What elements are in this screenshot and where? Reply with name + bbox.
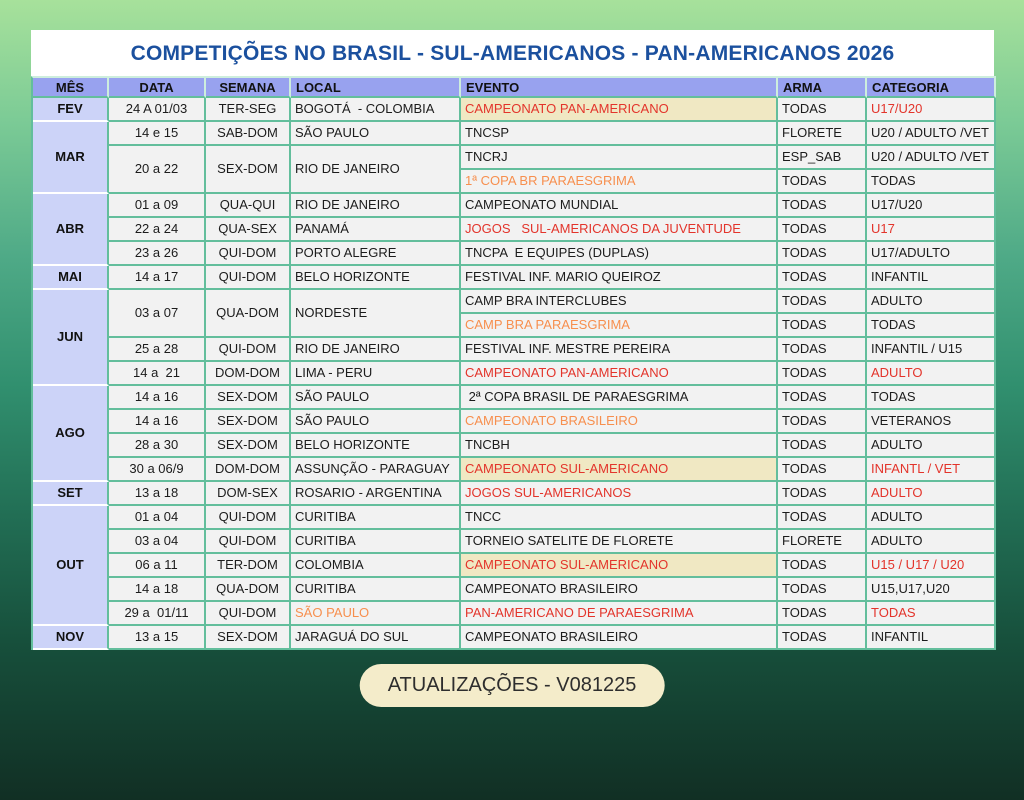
table-cell: CAMP BRA PARAESGRIMA (461, 314, 778, 338)
table-cell: CAMPEONATO BRASILEIRO (461, 626, 778, 650)
month-cell: ABR (33, 194, 109, 266)
table-cell: TODAS (778, 458, 867, 482)
table-cell: U15 / U17 / U20 (867, 554, 996, 578)
table-cell: 01 a 04 (109, 506, 206, 530)
table-row (33, 146, 996, 170)
table-cell: TODAS (778, 290, 867, 314)
table-row (33, 458, 996, 482)
table-cell: 28 a 30 (109, 434, 206, 458)
table-cell: SAB-DOM (206, 122, 291, 146)
table-header (33, 78, 996, 98)
table-cell: BOGOTÁ - COLOMBIA (291, 98, 461, 122)
table-cell: 1ª COPA BR PARAESGRIMA (461, 170, 778, 194)
table-cell: TODAS (778, 218, 867, 242)
table-cell: TODAS (778, 170, 867, 194)
table-cell: 06 a 11 (109, 554, 206, 578)
table-cell: QUA-DOM (206, 578, 291, 602)
table-cell: QUI-DOM (206, 266, 291, 290)
table-row (33, 626, 996, 650)
table-cell: U20 / ADULTO /VET (867, 122, 996, 146)
table-cell: JOGOS SUL-AMERICANOS DA JUVENTUDE (461, 218, 778, 242)
table-cell: TNCC (461, 506, 778, 530)
table-cell: U17/ADULTO (867, 242, 996, 266)
table-row (33, 362, 996, 386)
table-cell: INFANTL / VET (867, 458, 996, 482)
month-cell: SET (33, 482, 109, 506)
table-cell: CAMPEONATO SUL-AMERICANO (461, 458, 778, 482)
table-cell: QUI-DOM (206, 506, 291, 530)
table-cell: 23 a 26 (109, 242, 206, 266)
table-cell: TODAS (778, 410, 867, 434)
column-header-evento: EVENTO (461, 78, 778, 98)
table-cell: TER-SEG (206, 98, 291, 122)
column-header-mes: MÊS (33, 78, 109, 98)
table-cell: JARAGUÁ DO SUL (291, 626, 461, 650)
table-cell: SEX-DOM (206, 386, 291, 410)
table-cell: FESTIVAL INF. MARIO QUEIROZ (461, 266, 778, 290)
table-cell: TODAS (778, 602, 867, 626)
table-cell: QUI-DOM (206, 242, 291, 266)
page-title: COMPETIÇÕES NO BRASIL - SUL-AMERICANOS - PAN-AMERICANOS 2026 (130, 42, 895, 65)
table-cell: ADULTO (867, 482, 996, 506)
table-cell: 03 a 04 (109, 530, 206, 554)
table-cell: QUA-QUI (206, 194, 291, 218)
table-cell: 03 a 07 (109, 290, 206, 338)
header-row (33, 78, 996, 98)
table-cell: TODAS (778, 386, 867, 410)
table-cell: QUI-DOM (206, 338, 291, 362)
table-cell: PANAMÁ (291, 218, 461, 242)
table-cell: QUI-DOM (206, 602, 291, 626)
table-cell: TODAS (778, 482, 867, 506)
table-cell: RIO DE JANEIRO (291, 194, 461, 218)
table-cell: TODAS (778, 98, 867, 122)
table-cell: QUA-SEX (206, 218, 291, 242)
table-cell: TODAS (778, 338, 867, 362)
table-cell: TER-DOM (206, 554, 291, 578)
table-cell: DOM-DOM (206, 362, 291, 386)
table-cell: CAMPEONATO BRASILEIRO (461, 410, 778, 434)
table-cell: QUA-DOM (206, 290, 291, 338)
table-cell: CAMPEONATO MUNDIAL (461, 194, 778, 218)
table-cell: TNCSP (461, 122, 778, 146)
table-cell: TODAS (778, 578, 867, 602)
table-cell: 30 a 06/9 (109, 458, 206, 482)
version-badge: ATUALIZAÇÕES - V081225 (360, 664, 665, 707)
table-cell: TORNEIO SATELITE DE FLORETE (461, 530, 778, 554)
table-row (33, 530, 996, 554)
table-cell: ADULTO (867, 530, 996, 554)
table-cell: CURITIBA (291, 578, 461, 602)
table-cell: ASSUNÇÃO - PARAGUAY (291, 458, 461, 482)
table-row (33, 290, 996, 314)
table-row (33, 482, 996, 506)
table-cell: TODAS (778, 362, 867, 386)
table-cell: U20 / ADULTO /VET (867, 146, 996, 170)
table-cell: 14 a 16 (109, 386, 206, 410)
table-cell: BELO HORIZONTE (291, 266, 461, 290)
table-cell: QUI-DOM (206, 530, 291, 554)
table-cell: INFANTIL (867, 266, 996, 290)
table-row (33, 386, 996, 410)
table-cell: U17/U20 (867, 194, 996, 218)
table-cell: LIMA - PERU (291, 362, 461, 386)
table-cell: SEX-DOM (206, 410, 291, 434)
column-header-arma: ARMA (778, 78, 867, 98)
table-cell: CAMPEONATO PAN-AMERICANO (461, 362, 778, 386)
table-cell: FESTIVAL INF. MESTRE PEREIRA (461, 338, 778, 362)
table-cell: VETERANOS (867, 410, 996, 434)
table-cell: TNCRJ (461, 146, 778, 170)
month-cell: MAR (33, 122, 109, 194)
month-cell: MAI (33, 266, 109, 290)
table-cell: ADULTO (867, 362, 996, 386)
table-cell: CAMPEONATO PAN-AMERICANO (461, 98, 778, 122)
table-cell: CAMPEONATO BRASILEIRO (461, 578, 778, 602)
table-row (33, 506, 996, 530)
table-cell: TNCPA E EQUIPES (DUPLAS) (461, 242, 778, 266)
calendar-panel (31, 30, 994, 650)
table-cell: 22 a 24 (109, 218, 206, 242)
table-cell: TODAS (867, 386, 996, 410)
table-cell: TODAS (778, 434, 867, 458)
table-cell: PORTO ALEGRE (291, 242, 461, 266)
table-cell: RIO DE JANEIRO (291, 338, 461, 362)
table-cell: SÃO PAULO (291, 410, 461, 434)
table-row (33, 554, 996, 578)
column-header-semana: SEMANA (206, 78, 291, 98)
table-cell: 13 a 18 (109, 482, 206, 506)
table-row (33, 122, 996, 146)
table-cell: U17/U20 (867, 98, 996, 122)
table-cell: 14 a 18 (109, 578, 206, 602)
table-cell: 25 a 28 (109, 338, 206, 362)
month-cell: FEV (33, 98, 109, 122)
table-cell: 01 a 09 (109, 194, 206, 218)
table-cell: ADULTO (867, 434, 996, 458)
table-row (33, 410, 996, 434)
month-cell: JUN (33, 290, 109, 386)
table-cell: SÃO PAULO (291, 122, 461, 146)
table-cell: TODAS (778, 554, 867, 578)
table-cell: TODAS (867, 602, 996, 626)
table-row (33, 266, 996, 290)
table-cell: SEX-DOM (206, 626, 291, 650)
table-row (33, 98, 996, 122)
table-cell: PAN-AMERICANO DE PARAESGRIMA (461, 602, 778, 626)
table-cell: TODAS (778, 242, 867, 266)
table-cell: TODAS (778, 626, 867, 650)
table-cell: U15,U17,U20 (867, 578, 996, 602)
table-cell: CURITIBA (291, 506, 461, 530)
table-cell: TODAS (778, 266, 867, 290)
table-cell: 14 a 17 (109, 266, 206, 290)
table-cell: 24 A 01/03 (109, 98, 206, 122)
table-cell: 14 a 16 (109, 410, 206, 434)
table-cell: JOGOS SUL-AMERICANOS (461, 482, 778, 506)
table-cell: ADULTO (867, 290, 996, 314)
table-cell: ESP_SAB (778, 146, 867, 170)
table-cell: TODAS (778, 506, 867, 530)
table-cell: 13 a 15 (109, 626, 206, 650)
table-cell: DOM-DOM (206, 458, 291, 482)
month-cell: NOV (33, 626, 109, 650)
table-cell: TODAS (867, 314, 996, 338)
table-cell: NORDESTE (291, 290, 461, 338)
table-cell: 20 a 22 (109, 146, 206, 194)
month-cell: AGO (33, 386, 109, 482)
table-cell: SEX-DOM (206, 434, 291, 458)
table-cell: SÃO PAULO (291, 386, 461, 410)
table-cell: 14 a 21 (109, 362, 206, 386)
table-row (33, 218, 996, 242)
table-cell: TODAS (778, 194, 867, 218)
table-cell: COLOMBIA (291, 554, 461, 578)
table-cell: 2ª COPA BRASIL DE PARAESGRIMA (461, 386, 778, 410)
table-row (33, 338, 996, 362)
table-row (33, 194, 996, 218)
column-header-local: LOCAL (291, 78, 461, 98)
table-cell: 29 a 01/11 (109, 602, 206, 626)
month-cell: OUT (33, 506, 109, 626)
table-cell: TNCBH (461, 434, 778, 458)
table-row (33, 434, 996, 458)
table-cell: INFANTIL (867, 626, 996, 650)
table-cell: SEX-DOM (206, 146, 291, 194)
table-cell: FLORETE (778, 122, 867, 146)
table-cell: ADULTO (867, 506, 996, 530)
table-cell: SÃO PAULO (291, 602, 461, 626)
table-row (33, 242, 996, 266)
table-cell: TODAS (867, 170, 996, 194)
table-cell: CAMPEONATO SUL-AMERICANO (461, 554, 778, 578)
table-cell: CURITIBA (291, 530, 461, 554)
table-cell: TODAS (778, 314, 867, 338)
table-row (33, 578, 996, 602)
table-cell: U17 (867, 218, 996, 242)
table-cell: CAMP BRA INTERCLUBES (461, 290, 778, 314)
competitions-table (31, 76, 996, 650)
table-cell: RIO DE JANEIRO (291, 146, 461, 194)
table-cell: ROSARIO - ARGENTINA (291, 482, 461, 506)
table-row (33, 602, 996, 626)
column-header-data: DATA (109, 78, 206, 98)
column-header-categoria: CATEGORIA (867, 78, 996, 98)
table-cell: FLORETE (778, 530, 867, 554)
table-cell: BELO HORIZONTE (291, 434, 461, 458)
table-cell: INFANTIL / U15 (867, 338, 996, 362)
table-cell: DOM-SEX (206, 482, 291, 506)
table-cell: 14 e 15 (109, 122, 206, 146)
